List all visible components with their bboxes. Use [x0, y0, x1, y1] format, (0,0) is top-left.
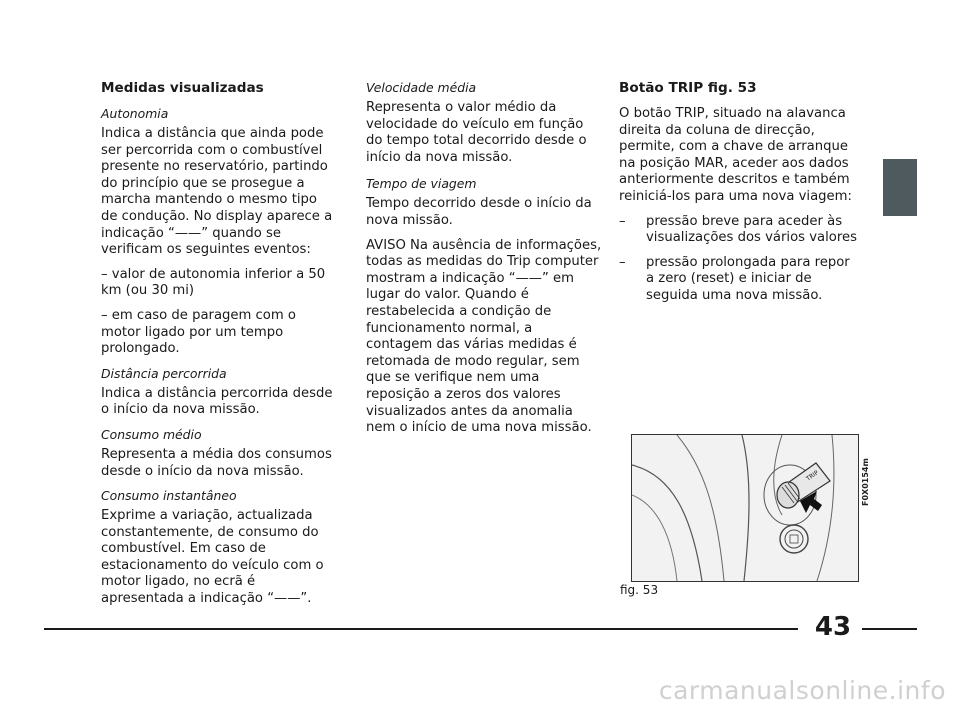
- column-right: [619, 80, 859, 313]
- subheading-tempo-viagem: Tempo de viagem: [366, 176, 477, 192]
- paragraph-velocidade-media: Representa o valor médio da velocidade do veículo em função do tempo total decorrido desde o início da nova missão.: [366, 100, 587, 165]
- subheading-consumo-instantaneo: Consumo instantâneo: [101, 488, 237, 504]
- bullet-long-press: [619, 255, 859, 305]
- page-number: 43: [814, 612, 852, 642]
- subheading-distancia: Distância percorrida: [101, 365, 227, 381]
- paragraph-aviso: AVISO Na ausência de informações, todas as medidas do Trip computer mostram a indicação “——” em lugar do valor. Quando é restabelecida a condição de funcionamento normal, a contagem das várias medidas é retomada de modo regular, sem que se verifique nem uma reposição a zeros dos valores visualizados antes da anomalia nem o início de uma nova missão.: [366, 237, 602, 436]
- bullet-short-press: [619, 214, 859, 247]
- paragraph-distancia: Indica a distância percorrida desde o início da nova missão.: [101, 385, 333, 418]
- bullet-dash: –: [619, 254, 626, 270]
- footer-rule-right: [862, 628, 917, 630]
- chapter-tab: [883, 159, 917, 216]
- subheading-consumo-medio: Consumo médio: [101, 426, 202, 442]
- paragraph-consumo-medio: Representa a média dos consumos desde o início da nova missão.: [101, 446, 332, 479]
- figure-caption: fig. 53: [620, 583, 659, 597]
- column-left: [101, 80, 337, 616]
- bullet-dash: –: [619, 213, 626, 229]
- paragraph-tempo-viagem: Tempo decorrido desde o início da nova missão.: [366, 196, 592, 228]
- paragraph-autonomia: Indica a distância que ainda pode ser percorrida com o combustível presente no reservatório, partindo do princípio que se prosegue a marcha mantendo o mesmo tipo de condução. No display aparece a indicação “——” quando se verificam os seguintes eventos:: [101, 126, 333, 258]
- trip-button-label: TRIP: [805, 469, 820, 483]
- figure-code-text: F0X0154m: [861, 458, 870, 506]
- steering-column-illustration: [632, 435, 858, 581]
- bullet-short-press-text: pressão breve para aceder às visualizações dos vários valores: [646, 213, 857, 246]
- paragraph-autonomia-event-2: – em caso de paragem com o motor ligado por um tempo prolongado.: [101, 307, 296, 357]
- footer-rule-left: [44, 628, 798, 630]
- section-heading: Medidas visualizadas: [101, 80, 264, 96]
- trip-button-heading: Botão TRIP fig. 53: [619, 80, 757, 96]
- bullet-long-press-text: pressão prolongada para repor a zero (reset) e iniciar de seguida uma nova missão.: [646, 254, 850, 303]
- figure-steering-column: [631, 434, 859, 582]
- paragraph-autonomia-event-1: – valor de autonomia inferior a 50 km (ou 30 mi): [101, 266, 326, 299]
- subheading-autonomia: Autonomia: [101, 106, 169, 121]
- figure-code: [858, 436, 872, 508]
- column-middle: [366, 80, 602, 445]
- watermark: carmanualsonline.info: [658, 676, 946, 705]
- paragraph-trip-button: O botão TRIP, situado na alavanca direita da coluna de direcção, permite, com a chave de arranque na posição MAR, aceder aos dados anteriormente descritos e também reiniciá-los para uma nova viagem:: [619, 106, 852, 204]
- subheading-velocidade-media: Velocidade média: [366, 80, 477, 95]
- paragraph-consumo-instantaneo: Exprime a variação, actualizada constantemente, de consumo do combustível. Em caso de estacionamento do veículo com o motor ligado, no ecrã é apresentada a indicação “——”.: [101, 508, 324, 607]
